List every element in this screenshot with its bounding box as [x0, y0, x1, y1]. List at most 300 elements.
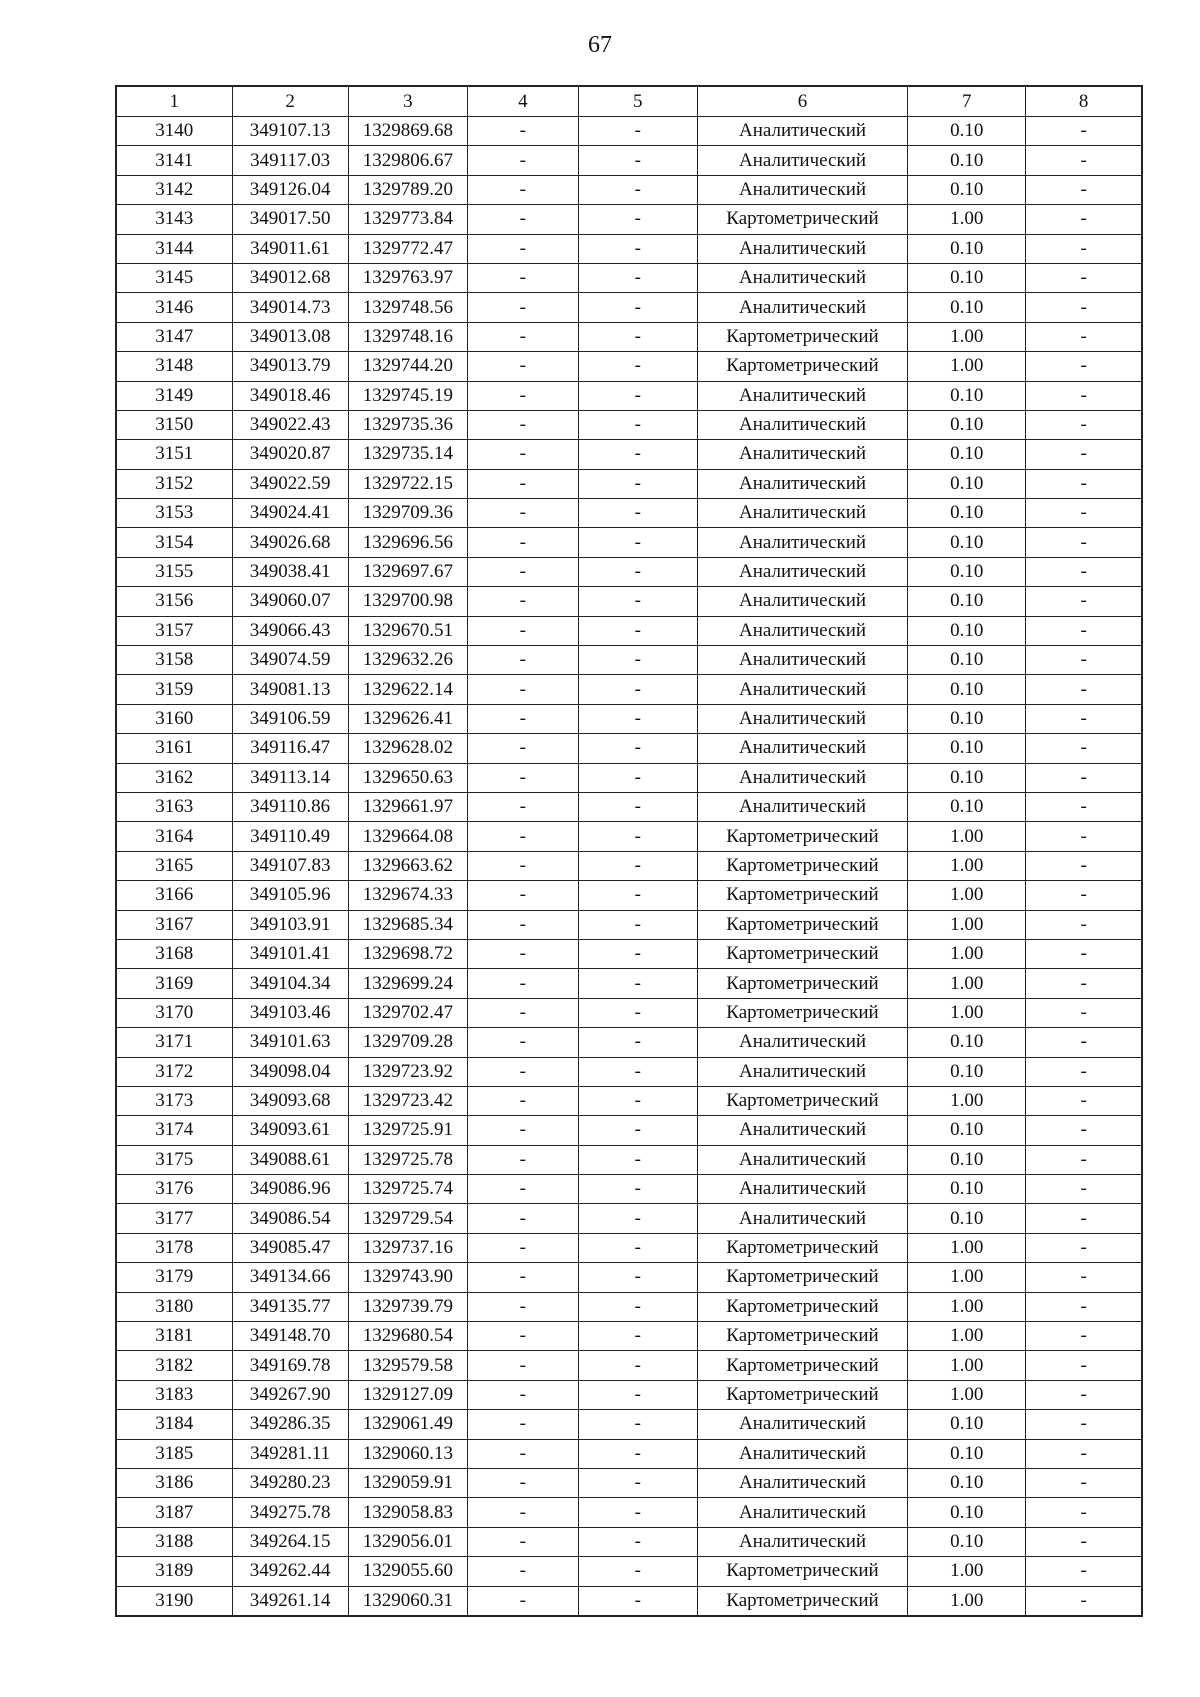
table-row — [116, 792, 1142, 821]
y-coordinate-cell: 1329664.08 — [348, 822, 467, 851]
x-coordinate-cell: 349038.41 — [232, 557, 348, 586]
accuracy-cell: 0.10 — [908, 646, 1026, 675]
column-8-cell: - — [1026, 117, 1142, 146]
point-number-cell: 3155 — [116, 557, 232, 586]
x-coordinate-cell: 349104.34 — [232, 969, 348, 998]
accuracy-cell: 0.10 — [908, 175, 1026, 204]
column-5-cell: - — [578, 1116, 697, 1145]
method-cell: Аналитический — [697, 704, 907, 733]
accuracy-cell: 0.10 — [908, 146, 1026, 175]
table-row — [116, 822, 1142, 851]
column-5-cell: - — [578, 1145, 697, 1174]
table-row — [116, 1322, 1142, 1351]
column-5-cell: - — [578, 263, 697, 292]
x-coordinate-cell: 349086.54 — [232, 1204, 348, 1233]
column-8-cell: - — [1026, 469, 1142, 498]
point-number-cell: 3181 — [116, 1322, 232, 1351]
accuracy-cell: 0.10 — [908, 1439, 1026, 1468]
x-coordinate-cell: 349113.14 — [232, 763, 348, 792]
x-coordinate-cell: 349110.49 — [232, 822, 348, 851]
column-4-cell: - — [468, 293, 579, 322]
method-cell: Картометрический — [697, 1263, 907, 1292]
y-coordinate-cell: 1329058.83 — [348, 1498, 467, 1527]
y-coordinate-cell: 1329127.09 — [348, 1380, 467, 1409]
point-number-cell: 3182 — [116, 1351, 232, 1380]
method-cell: Аналитический — [697, 410, 907, 439]
column-5-cell: - — [578, 440, 697, 469]
table-row — [116, 1263, 1142, 1292]
column-8-cell: - — [1026, 1233, 1142, 1262]
column-5-cell: - — [578, 1086, 697, 1115]
point-number-cell: 3179 — [116, 1263, 232, 1292]
column-4-cell: - — [468, 469, 579, 498]
x-coordinate-cell: 349013.79 — [232, 352, 348, 381]
column-5-cell: - — [578, 1233, 697, 1262]
column-4-cell: - — [468, 616, 579, 645]
y-coordinate-cell: 1329763.97 — [348, 263, 467, 292]
x-coordinate-cell: 349267.90 — [232, 1380, 348, 1409]
table-row — [116, 1586, 1142, 1616]
table-row — [116, 1028, 1142, 1057]
y-coordinate-cell: 1329700.98 — [348, 587, 467, 616]
column-8-cell: - — [1026, 1057, 1142, 1086]
point-number-cell: 3156 — [116, 587, 232, 616]
point-number-cell: 3147 — [116, 322, 232, 351]
column-5-cell: - — [578, 1057, 697, 1086]
y-coordinate-cell: 1329709.36 — [348, 499, 467, 528]
x-coordinate-cell: 349103.91 — [232, 910, 348, 939]
table-header-row — [116, 86, 1142, 117]
column-5-cell: - — [578, 234, 697, 263]
column-8-cell: - — [1026, 263, 1142, 292]
column-4-cell: - — [468, 1380, 579, 1409]
table-row — [116, 1498, 1142, 1527]
column-5-cell: - — [578, 381, 697, 410]
column-8-cell: - — [1026, 1322, 1142, 1351]
y-coordinate-cell: 1329650.63 — [348, 763, 467, 792]
column-5-cell: - — [578, 910, 697, 939]
y-coordinate-cell: 1329680.54 — [348, 1322, 467, 1351]
column-5-cell: - — [578, 792, 697, 821]
table-row — [116, 410, 1142, 439]
column-5-cell: - — [578, 1527, 697, 1556]
method-cell: Аналитический — [697, 381, 907, 410]
table-row — [116, 528, 1142, 557]
column-5-cell: - — [578, 1468, 697, 1497]
column-8-cell: - — [1026, 763, 1142, 792]
point-number-cell: 3141 — [116, 146, 232, 175]
y-coordinate-cell: 1329626.41 — [348, 704, 467, 733]
table-row — [116, 293, 1142, 322]
method-cell: Аналитический — [697, 234, 907, 263]
column-4-cell: - — [468, 381, 579, 410]
column-4-cell: - — [468, 939, 579, 968]
y-coordinate-cell: 1329725.78 — [348, 1145, 467, 1174]
point-number-cell: 3159 — [116, 675, 232, 704]
point-number-cell: 3185 — [116, 1439, 232, 1468]
coordinates-table — [115, 85, 1143, 1617]
y-coordinate-cell: 1329702.47 — [348, 998, 467, 1027]
point-number-cell: 3188 — [116, 1527, 232, 1556]
column-5-cell: - — [578, 675, 697, 704]
column-8-cell: - — [1026, 1527, 1142, 1556]
table-row — [116, 175, 1142, 204]
point-number-cell: 3186 — [116, 1468, 232, 1497]
point-number-cell: 3145 — [116, 263, 232, 292]
point-number-cell: 3161 — [116, 734, 232, 763]
column-4-cell: - — [468, 352, 579, 381]
column-4-cell: - — [468, 234, 579, 263]
column-5-cell: - — [578, 616, 697, 645]
method-cell: Картометрический — [697, 352, 907, 381]
accuracy-cell: 0.10 — [908, 1204, 1026, 1233]
point-number-cell: 3168 — [116, 939, 232, 968]
point-number-cell: 3167 — [116, 910, 232, 939]
x-coordinate-cell: 349022.43 — [232, 410, 348, 439]
accuracy-cell: 0.10 — [908, 499, 1026, 528]
accuracy-cell: 0.10 — [908, 1498, 1026, 1527]
accuracy-cell: 0.10 — [908, 1028, 1026, 1057]
column-4-cell: - — [468, 322, 579, 351]
column-4-cell: - — [468, 1468, 579, 1497]
accuracy-cell: 0.10 — [908, 763, 1026, 792]
accuracy-cell: 0.10 — [908, 117, 1026, 146]
table-row — [116, 998, 1142, 1027]
point-number-cell: 3173 — [116, 1086, 232, 1115]
column-8-cell: - — [1026, 499, 1142, 528]
method-cell: Картометрический — [697, 1233, 907, 1262]
y-coordinate-cell: 1329663.62 — [348, 851, 467, 880]
column-5-cell: - — [578, 1175, 697, 1204]
method-cell: Картометрический — [697, 881, 907, 910]
table-row — [116, 1057, 1142, 1086]
point-number-cell: 3151 — [116, 440, 232, 469]
table-row — [116, 1527, 1142, 1556]
accuracy-cell: 0.10 — [908, 1057, 1026, 1086]
accuracy-cell: 0.10 — [908, 1527, 1026, 1556]
column-4-cell: - — [468, 587, 579, 616]
column-header: 8 — [1026, 86, 1142, 117]
column-8-cell: - — [1026, 1145, 1142, 1174]
column-8-cell: - — [1026, 410, 1142, 439]
table-row — [116, 557, 1142, 586]
table-row — [116, 1145, 1142, 1174]
x-coordinate-cell: 349014.73 — [232, 293, 348, 322]
method-cell: Картометрический — [697, 1557, 907, 1586]
column-5-cell: - — [578, 1351, 697, 1380]
column-4-cell: - — [468, 910, 579, 939]
column-4-cell: - — [468, 763, 579, 792]
column-4-cell: - — [468, 1410, 579, 1439]
table-row — [116, 1557, 1142, 1586]
method-cell: Аналитический — [697, 440, 907, 469]
column-4-cell: - — [468, 1322, 579, 1351]
y-coordinate-cell: 1329773.84 — [348, 205, 467, 234]
x-coordinate-cell: 349116.47 — [232, 734, 348, 763]
x-coordinate-cell: 349107.83 — [232, 851, 348, 880]
y-coordinate-cell: 1329055.60 — [348, 1557, 467, 1586]
accuracy-cell: 0.10 — [908, 1116, 1026, 1145]
column-5-cell: - — [578, 1380, 697, 1409]
y-coordinate-cell: 1329745.19 — [348, 381, 467, 410]
column-5-cell: - — [578, 175, 697, 204]
column-4-cell: - — [468, 440, 579, 469]
column-5-cell: - — [578, 734, 697, 763]
column-8-cell: - — [1026, 675, 1142, 704]
column-4-cell: - — [468, 557, 579, 586]
column-4-cell: - — [468, 528, 579, 557]
x-coordinate-cell: 349105.96 — [232, 881, 348, 910]
x-coordinate-cell: 349134.66 — [232, 1263, 348, 1292]
accuracy-cell: 0.10 — [908, 469, 1026, 498]
method-cell: Аналитический — [697, 263, 907, 292]
point-number-cell: 3149 — [116, 381, 232, 410]
y-coordinate-cell: 1329060.31 — [348, 1586, 467, 1616]
column-5-cell: - — [578, 1410, 697, 1439]
x-coordinate-cell: 349101.41 — [232, 939, 348, 968]
column-4-cell: - — [468, 175, 579, 204]
y-coordinate-cell: 1329737.16 — [348, 1233, 467, 1262]
point-number-cell: 3142 — [116, 175, 232, 204]
column-5-cell: - — [578, 499, 697, 528]
table-row — [116, 675, 1142, 704]
column-8-cell: - — [1026, 939, 1142, 968]
point-number-cell: 3175 — [116, 1145, 232, 1174]
accuracy-cell: 0.10 — [908, 293, 1026, 322]
column-5-cell: - — [578, 704, 697, 733]
y-coordinate-cell: 1329685.34 — [348, 910, 467, 939]
method-cell: Картометрический — [697, 1380, 907, 1409]
x-coordinate-cell: 349020.87 — [232, 440, 348, 469]
method-cell: Аналитический — [697, 646, 907, 675]
accuracy-cell: 0.10 — [908, 675, 1026, 704]
point-number-cell: 3157 — [116, 616, 232, 645]
column-8-cell: - — [1026, 792, 1142, 821]
column-8-cell: - — [1026, 381, 1142, 410]
column-8-cell: - — [1026, 440, 1142, 469]
column-8-cell: - — [1026, 175, 1142, 204]
column-5-cell: - — [578, 1557, 697, 1586]
column-8-cell: - — [1026, 322, 1142, 351]
column-5-cell: - — [578, 763, 697, 792]
method-cell: Аналитический — [697, 1116, 907, 1145]
x-coordinate-cell: 349011.61 — [232, 234, 348, 263]
point-number-cell: 3143 — [116, 205, 232, 234]
column-4-cell: - — [468, 1028, 579, 1057]
y-coordinate-cell: 1329699.24 — [348, 969, 467, 998]
column-header: 1 — [116, 86, 232, 117]
method-cell: Аналитический — [697, 1527, 907, 1556]
column-5-cell: - — [578, 969, 697, 998]
point-number-cell: 3148 — [116, 352, 232, 381]
method-cell: Картометрический — [697, 1086, 907, 1115]
column-5-cell: - — [578, 117, 697, 146]
y-coordinate-cell: 1329739.79 — [348, 1292, 467, 1321]
method-cell: Аналитический — [697, 675, 907, 704]
x-coordinate-cell: 349074.59 — [232, 646, 348, 675]
column-8-cell: - — [1026, 205, 1142, 234]
method-cell: Картометрический — [697, 822, 907, 851]
column-5-cell: - — [578, 293, 697, 322]
table-row — [116, 440, 1142, 469]
point-number-cell: 3187 — [116, 1498, 232, 1527]
table-row — [116, 734, 1142, 763]
column-5-cell: - — [578, 1322, 697, 1351]
method-cell: Аналитический — [697, 175, 907, 204]
column-4-cell: - — [468, 117, 579, 146]
y-coordinate-cell: 1329696.56 — [348, 528, 467, 557]
table-row — [116, 234, 1142, 263]
method-cell: Картометрический — [697, 205, 907, 234]
table-row — [116, 1351, 1142, 1380]
accuracy-cell: 0.10 — [908, 1175, 1026, 1204]
table-row — [116, 263, 1142, 292]
column-8-cell: - — [1026, 1175, 1142, 1204]
method-cell: Аналитический — [697, 616, 907, 645]
accuracy-cell: 1.00 — [908, 881, 1026, 910]
method-cell: Картометрический — [697, 910, 907, 939]
table-row — [116, 1116, 1142, 1145]
column-8-cell: - — [1026, 557, 1142, 586]
accuracy-cell: 1.00 — [908, 822, 1026, 851]
y-coordinate-cell: 1329723.42 — [348, 1086, 467, 1115]
column-5-cell: - — [578, 352, 697, 381]
column-5-cell: - — [578, 557, 697, 586]
x-coordinate-cell: 349088.61 — [232, 1145, 348, 1174]
point-number-cell: 3150 — [116, 410, 232, 439]
accuracy-cell: 1.00 — [908, 1086, 1026, 1115]
method-cell: Картометрический — [697, 998, 907, 1027]
method-cell: Аналитический — [697, 763, 907, 792]
accuracy-cell: 1.00 — [908, 322, 1026, 351]
table-row — [116, 1233, 1142, 1262]
column-4-cell: - — [468, 822, 579, 851]
table-row — [116, 616, 1142, 645]
column-8-cell: - — [1026, 146, 1142, 175]
y-coordinate-cell: 1329059.91 — [348, 1468, 467, 1497]
column-4-cell: - — [468, 1116, 579, 1145]
column-4-cell: - — [468, 969, 579, 998]
column-8-cell: - — [1026, 734, 1142, 763]
column-8-cell: - — [1026, 851, 1142, 880]
point-number-cell: 3174 — [116, 1116, 232, 1145]
x-coordinate-cell: 349060.07 — [232, 587, 348, 616]
column-5-cell: - — [578, 469, 697, 498]
y-coordinate-cell: 1329722.15 — [348, 469, 467, 498]
y-coordinate-cell: 1329725.74 — [348, 1175, 467, 1204]
column-5-cell: - — [578, 528, 697, 557]
x-coordinate-cell: 349261.14 — [232, 1586, 348, 1616]
column-header: 5 — [578, 86, 697, 117]
table-row — [116, 704, 1142, 733]
x-coordinate-cell: 349107.13 — [232, 117, 348, 146]
table-row — [116, 499, 1142, 528]
table-row — [116, 322, 1142, 351]
table-row — [116, 851, 1142, 880]
method-cell: Аналитический — [697, 469, 907, 498]
column-4-cell: - — [468, 1175, 579, 1204]
accuracy-cell: 1.00 — [908, 352, 1026, 381]
column-8-cell: - — [1026, 646, 1142, 675]
x-coordinate-cell: 349280.23 — [232, 1468, 348, 1497]
y-coordinate-cell: 1329729.54 — [348, 1204, 467, 1233]
accuracy-cell: 1.00 — [908, 1380, 1026, 1409]
point-number-cell: 3144 — [116, 234, 232, 263]
column-4-cell: - — [468, 1527, 579, 1556]
method-cell: Аналитический — [697, 557, 907, 586]
column-5-cell: - — [578, 1028, 697, 1057]
point-number-cell: 3165 — [116, 851, 232, 880]
accuracy-cell: 0.10 — [908, 734, 1026, 763]
column-4-cell: - — [468, 410, 579, 439]
column-8-cell: - — [1026, 1028, 1142, 1057]
column-4-cell: - — [468, 1057, 579, 1086]
column-header: 2 — [232, 86, 348, 117]
column-8-cell: - — [1026, 528, 1142, 557]
y-coordinate-cell: 1329674.33 — [348, 881, 467, 910]
column-4-cell: - — [468, 1292, 579, 1321]
column-8-cell: - — [1026, 1586, 1142, 1616]
method-cell: Аналитический — [697, 1175, 907, 1204]
column-8-cell: - — [1026, 1380, 1142, 1409]
method-cell: Аналитический — [697, 1204, 907, 1233]
point-number-cell: 3176 — [116, 1175, 232, 1204]
x-coordinate-cell: 349026.68 — [232, 528, 348, 557]
accuracy-cell: 0.10 — [908, 557, 1026, 586]
accuracy-cell: 0.10 — [908, 1145, 1026, 1174]
column-8-cell: - — [1026, 616, 1142, 645]
point-number-cell: 3171 — [116, 1028, 232, 1057]
method-cell: Аналитический — [697, 293, 907, 322]
x-coordinate-cell: 349086.96 — [232, 1175, 348, 1204]
column-4-cell: - — [468, 1204, 579, 1233]
column-8-cell: - — [1026, 1086, 1142, 1115]
method-cell: Аналитический — [697, 528, 907, 557]
column-8-cell: - — [1026, 1439, 1142, 1468]
column-5-cell: - — [578, 1586, 697, 1616]
column-4-cell: - — [468, 998, 579, 1027]
accuracy-cell: 1.00 — [908, 1233, 1026, 1262]
accuracy-cell: 1.00 — [908, 969, 1026, 998]
column-5-cell: - — [578, 587, 697, 616]
x-coordinate-cell: 349101.63 — [232, 1028, 348, 1057]
column-header: 3 — [348, 86, 467, 117]
table-row — [116, 1410, 1142, 1439]
column-4-cell: - — [468, 1351, 579, 1380]
table-row — [116, 881, 1142, 910]
accuracy-cell: 1.00 — [908, 1292, 1026, 1321]
x-coordinate-cell: 349169.78 — [232, 1351, 348, 1380]
method-cell: Аналитический — [697, 1057, 907, 1086]
method-cell: Аналитический — [697, 1498, 907, 1527]
table-row — [116, 1175, 1142, 1204]
point-number-cell: 3190 — [116, 1586, 232, 1616]
method-cell: Аналитический — [697, 587, 907, 616]
column-4-cell: - — [468, 1586, 579, 1616]
column-5-cell: - — [578, 1439, 697, 1468]
table-body — [116, 117, 1142, 1616]
x-coordinate-cell: 349264.15 — [232, 1527, 348, 1556]
column-5-cell: - — [578, 1263, 697, 1292]
y-coordinate-cell: 1329632.26 — [348, 646, 467, 675]
accuracy-cell: 0.10 — [908, 410, 1026, 439]
column-4-cell: - — [468, 1439, 579, 1468]
y-coordinate-cell: 1329789.20 — [348, 175, 467, 204]
table-row — [116, 117, 1142, 146]
point-number-cell: 3170 — [116, 998, 232, 1027]
accuracy-cell: 1.00 — [908, 1322, 1026, 1351]
column-5-cell: - — [578, 410, 697, 439]
